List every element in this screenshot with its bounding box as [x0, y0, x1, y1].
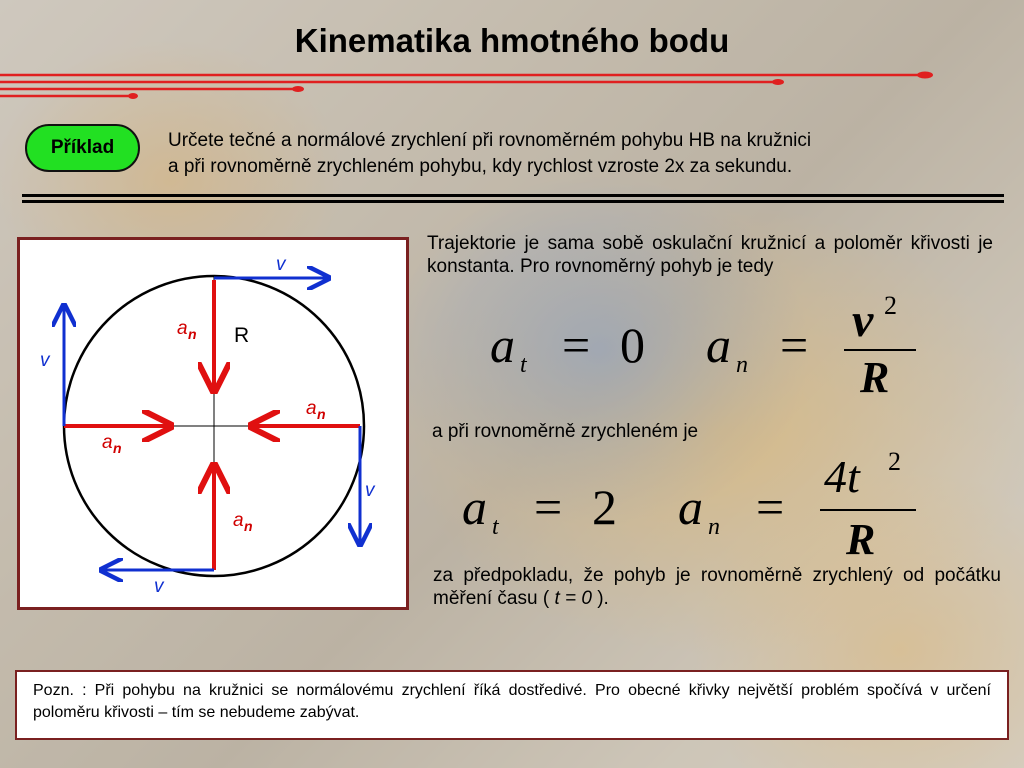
svg-text:2: 2 [592, 479, 617, 535]
svg-text:n: n [113, 440, 122, 456]
svg-text:t: t [492, 514, 499, 540]
accelerated-intro: a při rovnoměrně zrychleném je [432, 421, 699, 442]
svg-text:a: a [706, 317, 731, 373]
radius-label: R [234, 324, 250, 347]
svg-text:t: t [520, 352, 527, 378]
svg-text:=: = [534, 479, 563, 535]
svg-text:a: a [462, 479, 487, 535]
an-label-top [177, 318, 197, 342]
svg-text:n: n [244, 518, 253, 534]
an-label-bottom [233, 510, 253, 534]
task-line-2: a při rovnoměrně zrychleném pohybu, kdy rychlost vzroste 2x za sekundu. [168, 156, 793, 177]
svg-text:R: R [860, 353, 890, 398]
svg-text:a: a [306, 398, 317, 419]
svg-text:2: 2 [884, 291, 897, 320]
svg-text:n: n [188, 326, 197, 342]
t-zero: t = 0 [554, 588, 592, 609]
v-label-right: v [365, 480, 375, 501]
circle-figure [17, 237, 409, 610]
priklad-badge: Příklad [25, 124, 140, 172]
svg-text:a: a [233, 510, 244, 531]
v-label-top: v [276, 254, 286, 275]
assumption-paragraph: za předpokladu, že pohyb je rovnoměrně zrychlený od počátku měření času ( t = 0 ). [433, 565, 1001, 609]
v-label-left: v [40, 350, 50, 371]
svg-text:4t: 4t [824, 451, 860, 502]
v-label-bottom: v [154, 576, 164, 597]
svg-text:a: a [102, 432, 113, 453]
svg-text:a: a [177, 318, 188, 339]
svg-text:n: n [317, 406, 326, 422]
svg-text:n: n [736, 352, 748, 378]
separator-line-bottom [22, 200, 1004, 203]
svg-text:a: a [678, 479, 703, 535]
equation-uniform [480, 288, 930, 398]
explanation-paragraph: Trajektorie je sama sobě oskulační kružnicí a poloměr křivosti je konstanta. Pro rovnoměrný pohyb je tedy [427, 233, 993, 277]
svg-text:=: = [756, 479, 785, 535]
svg-text:a: a [490, 317, 515, 373]
note-box: Pozn. : Při pohybu na kružnici se normálovému zrychlení říká dostředivé. Pro obecné křivky největší problém spočívá v určení poloměru křivosti – tím se nebudeme zabývat. [15, 670, 1009, 740]
an-label-left [102, 432, 122, 456]
equation-accelerated [452, 448, 932, 566]
svg-text:=: = [780, 317, 809, 373]
svg-text:0: 0 [620, 317, 645, 373]
svg-text:=: = [562, 317, 591, 373]
decorative-lines [0, 65, 940, 105]
svg-text:n: n [708, 514, 720, 540]
separator-line-top [22, 194, 1004, 197]
task-text [168, 128, 1008, 180]
svg-text:2: 2 [888, 448, 901, 476]
svg-text:R: R [846, 515, 876, 564]
an-label-right [306, 398, 326, 422]
task-line-1: Určete tečné a normálové zrychlení při rovnoměrném pohybu HB na kružnici [168, 130, 812, 151]
svg-text:v: v [852, 294, 874, 347]
slide-title: Kinematika hmotného bodu [294, 22, 730, 59]
